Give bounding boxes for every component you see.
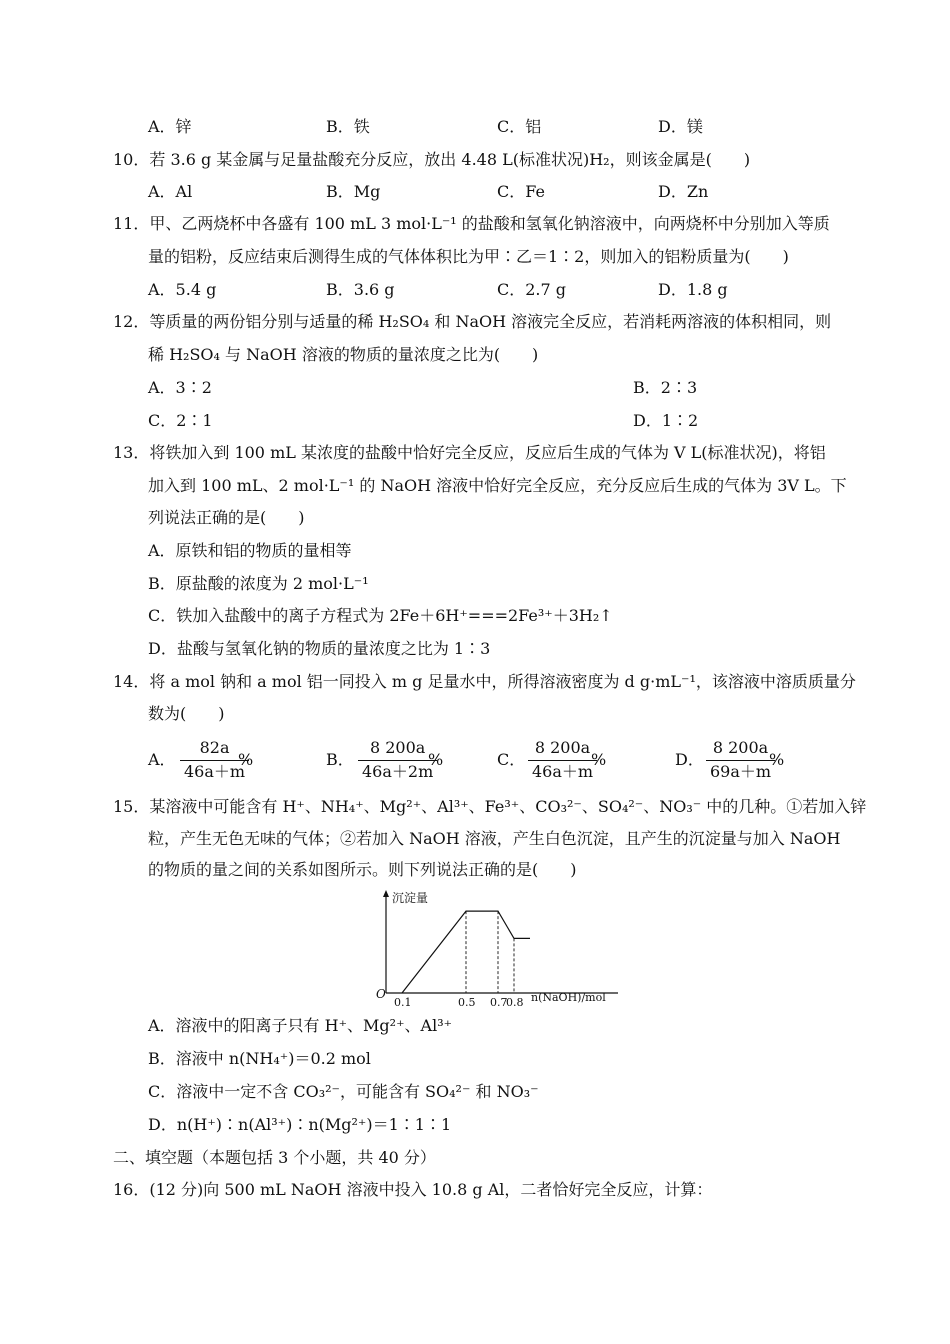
q10-option-a: A．Al bbox=[148, 182, 193, 201]
q12-option-b: B．2∶3 bbox=[633, 378, 698, 397]
q11-option-c: C．2.7 g bbox=[497, 280, 567, 299]
q14-stem-line2: 数为( ) bbox=[148, 704, 225, 723]
q9-option-d: D．镁 bbox=[658, 117, 703, 136]
q10-option-b: B．Mg bbox=[326, 182, 381, 201]
q13-stem-line3: 列说法正确的是( ) bbox=[148, 508, 305, 527]
q14-option-a-numerator: 82a bbox=[199, 738, 230, 757]
x-tick-label: 0.8 bbox=[506, 996, 524, 1009]
q15-option-b: B．溶液中 n(NH₄⁺)＝0.2 mol bbox=[148, 1049, 371, 1068]
q15-option-a: A．溶液中的阳离子只有 H⁺、Mg²⁺、Al³⁺ bbox=[148, 1016, 453, 1035]
q11-option-d: D．1.8 g bbox=[658, 280, 728, 299]
q14-option-a-denominator: 46a＋m bbox=[180, 760, 249, 781]
q14-option-a-suffix: % bbox=[238, 750, 254, 769]
q13-stem-line2: 加入到 100 mL、2 mol·L⁻¹ 的 NaOH 溶液中恰好完全反应，充分反应后生成的气体为 3V L。下 bbox=[148, 476, 847, 495]
q15-stem-line3: 的物质的量之间的关系如图所示。则下列说法正确的是( ) bbox=[148, 860, 577, 879]
q13-stem-line1: 13．将铁加入到 100 mL 某浓度的盐酸中恰好完全反应，反应后生成的气体为 V L(标准状况)，将铝 bbox=[113, 443, 826, 462]
q14-option-d-label: D． bbox=[675, 750, 704, 769]
q14-stem-line1: 14．将 a mol 钠和 a mol 铝一同投入 m g 足量水中，所得溶液密度为 d g·mL⁻¹，该溶液中溶质质量分 bbox=[113, 672, 856, 691]
q14-option-d-fraction bbox=[706, 739, 775, 781]
q15-option-d: D．n(H⁺)∶n(Al³⁺)∶n(Mg²⁺)＝1∶1∶1 bbox=[148, 1115, 452, 1134]
q12-option-c: C．2∶1 bbox=[148, 411, 213, 430]
q10-option-d: D．Zn bbox=[658, 182, 709, 201]
q15-option-c: C．溶液中一定不含 CO₃²⁻，可能含有 SO₄²⁻ 和 NO₃⁻ bbox=[148, 1082, 539, 1101]
q14-option-b-numerator: 8 200a bbox=[369, 738, 426, 757]
q13-option-b: B．原盐酸的浓度为 2 mol·L⁻¹ bbox=[148, 574, 369, 593]
q14-option-d-suffix: % bbox=[769, 750, 785, 769]
q14-option-b-label: B． bbox=[326, 750, 354, 769]
q11-option-a: A．5.4 g bbox=[148, 280, 217, 299]
q12-option-d: D．1∶2 bbox=[633, 411, 699, 430]
q15-stem-line2: 粒，产生无色无味的气体；②若加入 NaOH 溶液，产生白色沉淀，且产生的沉淀量与加入 NaOH bbox=[148, 829, 841, 848]
q13-option-d: D．盐酸与氢氧化钠的物质的量浓度之比为 1∶3 bbox=[148, 639, 491, 658]
q14-option-d-denominator: 69a＋m bbox=[706, 760, 775, 781]
q12-stem-line1: 12．等质量的两份铝分别与适量的稀 H₂SO₄ 和 NaOH 溶液完全反应，若消耗两溶液的体积相同，则 bbox=[113, 312, 832, 331]
x-tick-label: 0.7 bbox=[490, 996, 508, 1009]
q10-option-c: C．Fe bbox=[497, 182, 545, 201]
q14-option-c-denominator: 46a＋m bbox=[528, 760, 597, 781]
q14-option-d-numerator: 8 200a bbox=[712, 738, 769, 757]
y-axis-label: 沉淀量 bbox=[392, 891, 429, 905]
q14-option-c-suffix: % bbox=[591, 750, 607, 769]
q11-stem-line2: 量的铝粉，反应结束后测得生成的气体体积比为甲∶乙＝1∶2，则加入的铝粉质量为( ) bbox=[148, 247, 789, 266]
q9-option-a: A．锌 bbox=[148, 117, 192, 136]
x-tick-label: 0.1 bbox=[394, 996, 412, 1009]
x-tick-label: 0.5 bbox=[458, 996, 476, 1009]
q9-option-c: C．铝 bbox=[497, 117, 542, 136]
y-axis-arrow bbox=[383, 890, 389, 897]
q12-option-a: A．3∶2 bbox=[148, 378, 212, 397]
q14-option-b-suffix: % bbox=[428, 750, 444, 769]
q11-stem-line1: 11．甲、乙两烧杯中各盛有 100 mL 3 mol·L⁻¹ 的盐酸和氢氧化钠溶液中，向两烧杯中分别加入等质 bbox=[113, 214, 830, 233]
origin-label: O bbox=[376, 987, 386, 1001]
q13-option-a: A．原铁和铝的物质的量相等 bbox=[148, 541, 352, 560]
q16-stem: 16．(12 分)向 500 mL NaOH 溶液中投入 10.8 g Al，二者恰好完全反应，计算： bbox=[113, 1180, 713, 1199]
q11-option-b: B．3.6 g bbox=[326, 280, 395, 299]
x-axis-label: n(NaOH)/mol bbox=[531, 991, 606, 1004]
q14-option-c-numerator: 8 200a bbox=[534, 738, 591, 757]
q14-option-c-fraction bbox=[528, 739, 597, 781]
q9-option-b: B．铁 bbox=[326, 117, 370, 136]
q12-stem-line2: 稀 H₂SO₄ 与 NaOH 溶液的物质的量浓度之比为( ) bbox=[148, 345, 539, 364]
q13-option-c: C．铁加入盐酸中的离子方程式为 2Fe＋6H⁺===2Fe³⁺＋3H₂↑ bbox=[148, 606, 613, 625]
q14-option-a-label: A． bbox=[148, 750, 176, 769]
q10-stem: 10．若 3.6 g 某金属与足量盐酸充分反应，放出 4.48 L(标准状况)H₂，则该金属是( ) bbox=[113, 150, 751, 169]
q14-option-b-fraction bbox=[358, 739, 437, 781]
section-heading: 二、填空题（本题包括 3 个小题，共 40 分） bbox=[113, 1148, 436, 1167]
precipitate-chart bbox=[370, 888, 630, 1013]
q15-stem-line1: 15．某溶液中可能含有 H⁺、NH₄⁺、Mg²⁺、Al³⁺、Fe³⁺、CO₃²⁻、SO₄²⁻、NO₃⁻ 中的几种。①若加入锌 bbox=[113, 797, 867, 816]
q14-option-b-denominator: 46a＋2m bbox=[358, 760, 437, 781]
q14-option-c-label: C． bbox=[497, 750, 526, 769]
